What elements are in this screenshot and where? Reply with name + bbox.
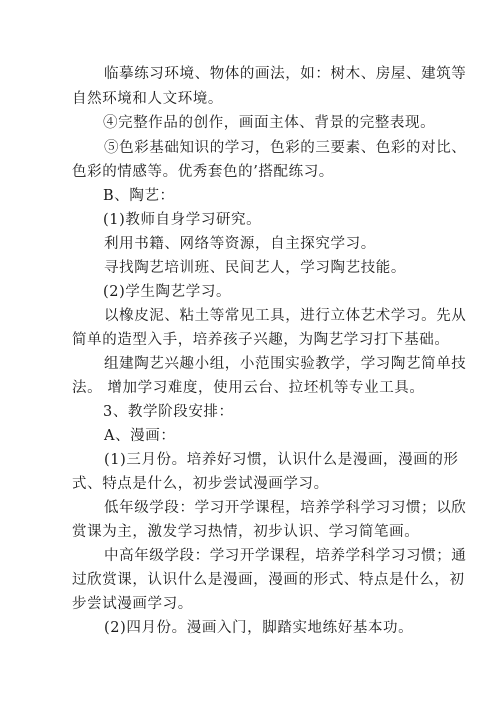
text-line: 法。 增加学习难度，使用云台、拉坯机等专业工具。 <box>72 380 425 396</box>
section-heading: B、陶艺： <box>103 188 175 204</box>
text-line: 式、特点是什么，初步尝试漫画学习。 <box>72 476 329 492</box>
text-line: 自然环境和人文环境。 <box>72 91 223 107</box>
text-line: (1)三月份。培养好习惯，认识什么是漫画，漫画的形 <box>104 452 459 468</box>
text-line: (2)学生陶艺学习。 <box>103 284 232 300</box>
text-line: 组建陶艺兴趣小组，小范围实验教学，学习陶艺简单技 <box>104 356 467 372</box>
text-line: 以橡皮泥、粘土等常见工具，进行立体艺术学习。先从 <box>104 308 467 324</box>
section-heading: 3、教学阶段安排： <box>103 404 234 420</box>
text-line: (2)四月份。漫画入门，脚踏实地练好基本功。 <box>104 620 414 636</box>
text-line: 赏课为主，激发学习热情，初步认识、学习简笔画。 <box>72 524 420 540</box>
text-line: 简单的造型入手，培养孩子兴趣，为陶艺学习打下基础。 <box>72 332 450 348</box>
text-line: 中高年级学段：学习开学课程，培养学科学习习惯；通 <box>104 548 467 564</box>
text-line: 寻找陶艺培训班、民间艺人，学习陶艺技能。 <box>104 260 406 276</box>
text-line: ④完整作品的创作，画面主体、背景的完整表现。 <box>103 115 436 131</box>
section-heading: A、漫画： <box>104 428 176 444</box>
text-line: 色彩的情感等。优秀套色的’搭配练习。 <box>72 164 334 180</box>
text-line: 临摹练习环境、物体的画法，如：树木、房屋、建筑等 <box>104 66 467 82</box>
text-line: ⑤色彩基础知识的学习，色彩的三要素、色彩的对比、 <box>104 140 467 156</box>
text-line: 步尝试漫画学习。 <box>72 596 193 612</box>
text-line: (1)教师自身学习研究。 <box>103 212 262 228</box>
text-line: 低年级学段：学习开学课程，培养学科学习习惯；以欣 <box>104 500 467 516</box>
text-line: 利用书籍、网络等资源，自主探究学习。 <box>104 236 376 252</box>
text-line: 过欣赏课，认识什么是漫画，漫画的形式、特点是什么，初 <box>72 572 465 588</box>
